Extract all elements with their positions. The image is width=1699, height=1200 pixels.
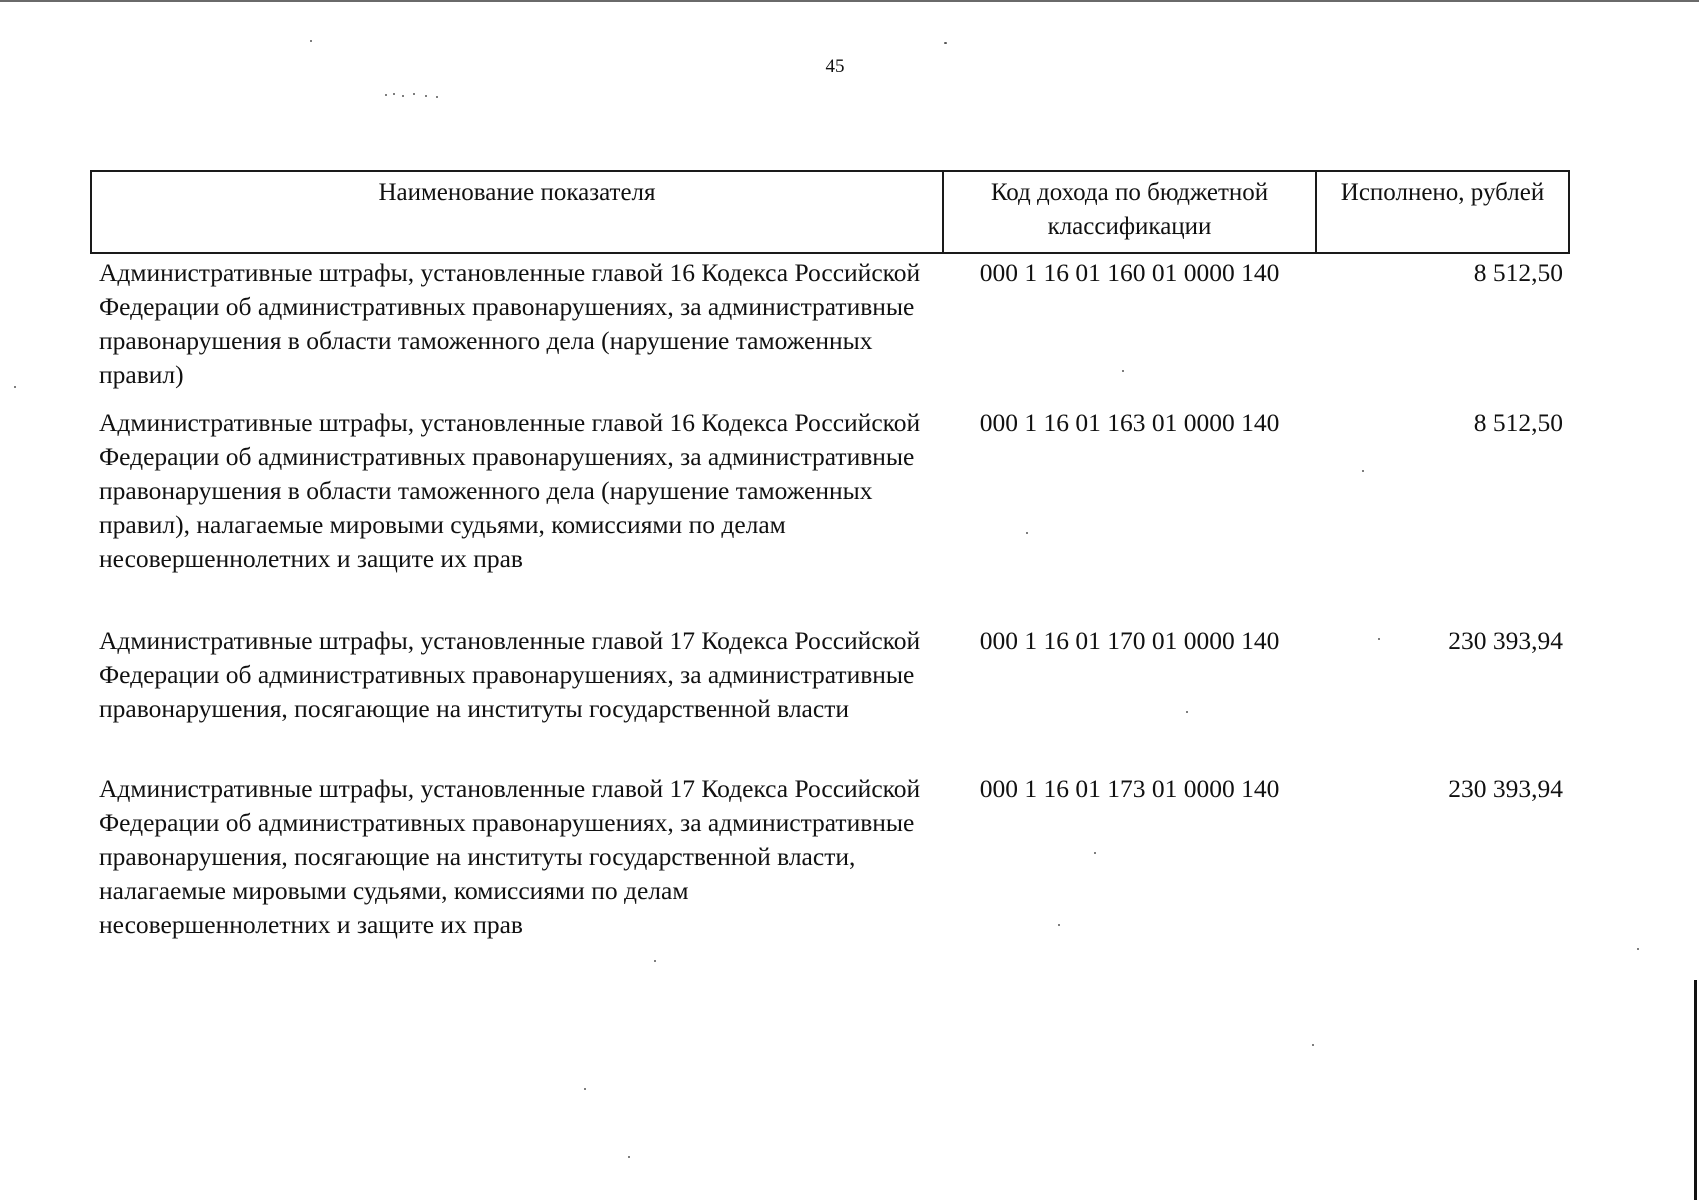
row-name: Административные штрафы, установленные главой 17 Кодекса Российской Федерации об административных правонарушениях, за административные правонарушения, посягающие на институты государственной власти, налагаемые мировыми судьями, комиссиями по делам несовершеннолетних и защите их прав xyxy=(99,774,921,939)
revenue-table xyxy=(90,170,1570,952)
table-row xyxy=(91,770,1569,952)
scan-speck xyxy=(425,95,427,97)
row-sum: 8 512,50 xyxy=(1473,258,1563,287)
page-number: 45 xyxy=(825,56,845,77)
scan-speck xyxy=(402,95,404,97)
scan-speck xyxy=(654,960,656,962)
row-sum: 8 512,50 xyxy=(1473,408,1563,437)
table-row xyxy=(91,253,1569,404)
header-code: Код дохода по бюджетной классификации xyxy=(943,171,1316,253)
scan-speck xyxy=(385,94,387,96)
scan-speck xyxy=(14,386,16,388)
row-code: 000 1 16 01 163 01 0000 140 xyxy=(979,408,1280,437)
row-code: 000 1 16 01 170 01 0000 140 xyxy=(979,626,1280,655)
header-row xyxy=(91,171,1569,253)
scan-speck xyxy=(584,1088,586,1090)
scan-right-edge xyxy=(1694,980,1697,1200)
row-code: 000 1 16 01 173 01 0000 140 xyxy=(979,774,1280,803)
scan-top-border xyxy=(0,0,1699,2)
row-sum: 230 393,94 xyxy=(1448,626,1563,655)
table-body xyxy=(91,253,1569,952)
row-name: Административные штрафы, установленные главой 17 Кодекса Российской Федерации об административных правонарушениях, за административные правонарушения, посягающие на институты государственной власти xyxy=(99,626,921,723)
scan-speck xyxy=(436,96,438,98)
header-name: Наименование показателя xyxy=(91,171,943,253)
scan-speck xyxy=(1637,948,1639,950)
table-row xyxy=(91,622,1569,770)
table-header xyxy=(91,171,1569,253)
scan-speck xyxy=(310,40,312,42)
row-code: 000 1 16 01 160 01 0000 140 xyxy=(979,258,1280,287)
header-sum: Исполнено, рублей xyxy=(1316,171,1569,253)
scan-speck xyxy=(1312,1044,1314,1046)
scan-speck xyxy=(393,93,395,95)
scan-speck xyxy=(944,42,947,44)
row-name: Административные штрафы, установленные главой 16 Кодекса Российской Федерации об административных правонарушениях, за административные правонарушения в области таможенного дела (нарушение таможенных правил) xyxy=(99,258,921,389)
scan-speck xyxy=(413,93,415,95)
table-row xyxy=(91,404,1569,622)
row-sum: 230 393,94 xyxy=(1448,774,1563,803)
row-name: Административные штрафы, установленные главой 16 Кодекса Российской Федерации об административных правонарушениях, за административные правонарушения в области таможенного дела (нарушение таможенных правил), налагаемые мировыми судьями, комиссиями по делам несовершеннолетних и защите их прав xyxy=(99,408,921,573)
scan-speck xyxy=(628,1156,630,1158)
